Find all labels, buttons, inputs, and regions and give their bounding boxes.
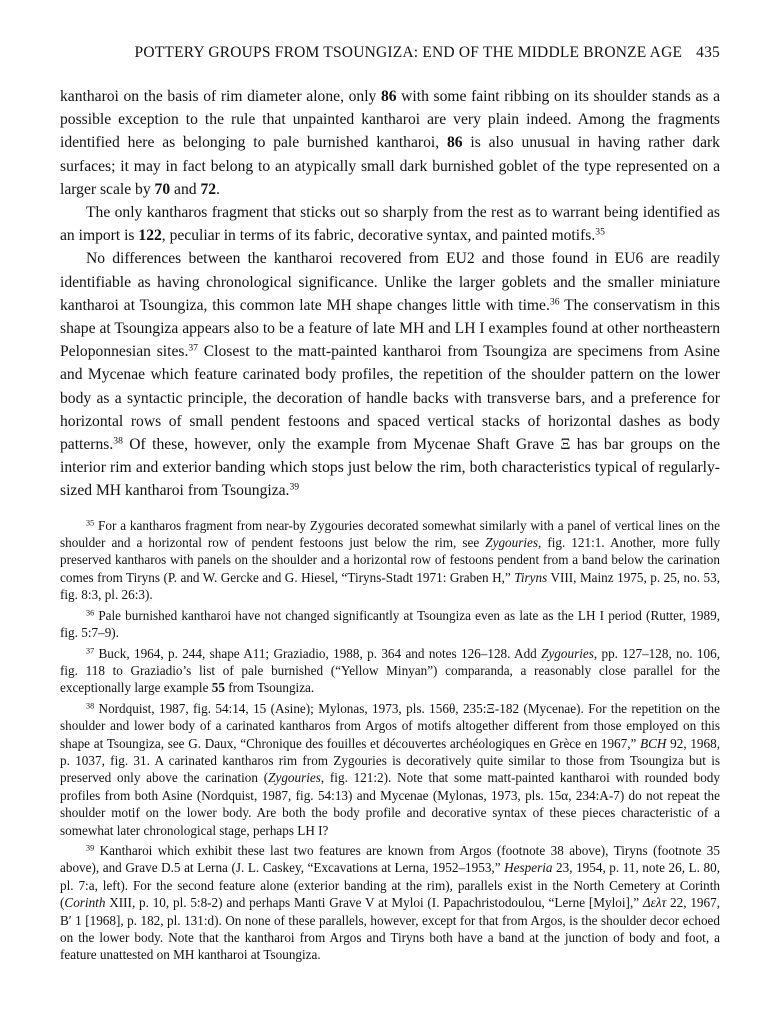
text-run: 92, 1968, p. 1037, fig. 31. A carinated kantharos rim from Zygouries is decoratively quite similar to those from Tsoungiza but is preserved only above the carination ( [60,735,720,786]
note-marker: 36 [549,296,560,308]
text-run: Of these, however, only the example from Mycenae Shaft Grave Ξ has bar groups on the interior rim and exterior banding which stops just below the rim, both characteristics typical of regularly-sized MH kantharoi from Tsoungiza. [60,436,720,500]
text-run: is also unusual in having rather dark surfaces; it may in fact belong to an atypically small dark burnished goblet of the type represented on a larger scale by [60,134,720,198]
catalogue-number: 55 [211,680,225,696]
catalogue-number: 86 [380,88,397,105]
note-marker: 38 [86,701,95,711]
text-run: , fig. 121:2). Note that some matt-painted kantharoi with rounded body profiles from both Asine (Nordquist, 1987, fig. 54:13) and Mycenae (Mylonas, 1973, pls. 15α, 234:A-7) do not repeat the shoulder motif on the lower body. Are both the body profile and decorative syntax of these pieces characteristic of a somewhat later chronological stage, perhaps LH I? [60,770,720,838]
italic-title: Zygouries [541,645,594,661]
text-run: , fig. 121:1. Another, more fully preserved kantharos with panels on the shoulder and a horizontal row of festoons pendent from a band below the carination comes from Tiryns (P. and W. Gercke and G. Hiesel, “Tiryns-Stadt 1971: Graben H,” [60,535,721,585]
text-run: The conservatism in this shape at Tsoungiza appears also to be a feature of late MH and LH I examples found at other northeastern Peloponnesian sites. [60,296,720,361]
text-run: No differences between the kantharoi recovered from EU2 and those found in EU6 are readily identifiable as having chronological significance. Unlike the larger goblets and the smaller miniature kantharoi at Tsoungiza, this common late MH shape changes little with time. [60,250,720,314]
note-marker: 39 [86,843,95,853]
text-run: XIII, p. 10, pl. 5:8-2) and perhaps Manti Grave V at Myloi (I. Papachristodoulou, “Lerne [Myloi],” [105,895,643,911]
italic-title: Tiryns [514,569,548,585]
footnote-39 [60,842,720,964]
footnote-35 [60,517,720,604]
text-run: from Tsoungiza. [224,680,315,696]
catalogue-number: 122 [138,227,162,245]
text-run: 22, 1967, B′ 1 [1968], p. 182, pl. 131:d). On none of these parallels, however, except for that from Argos, is the shoulder decor echoed on the lower body. Note that the kantharoi from Argos and Tiryns both have a band at the junction of body and foot, a feature unattested on MH kantharoi at Tsoungiza. [60,895,720,963]
text-run: For a kantharos fragment from near-by Zygouries decorated somewhat similarly with a panel of vertical lines on the shoulder and a horizontal row of pendent festoons just below the rim, see [60,517,720,551]
text-run: and [170,180,201,198]
note-marker: 37 [188,342,198,354]
text-run: The only kantharos fragment that sticks out so sharply from the rest as to warrant being identified as an import is [60,204,720,245]
italic-title: Hesperia [504,860,553,876]
body-paragraph [60,85,720,201]
note-marker: 35 [595,226,605,238]
note-marker: 36 [86,608,95,618]
footnote-36 [60,607,720,642]
text-run: kantharoi on the basis of rim diameter alone, only [60,88,381,105]
note-marker: 38 [113,435,123,447]
main-text [60,85,720,503]
text-run: Nordquist, 1987, fig. 54:14, 15 (Asine); Mylonas, 1973, pls. 156θ, 235:Ξ-182 (Mycenae). For the repetition on the shoulder and lower body of a carinated kantharos from Argos of motifs altogether different from those employed on this shape at Tsoungiza, see G. Daux, “Chronique des fouilles et découvertes archéologiques en Grèce en 1967,” [60,700,720,751]
footnotes [60,517,720,964]
running-title: POTTERY GROUPS FROM TSOUNGIZA: END OF THE MIDDLE BRONZE AGE [134,44,683,61]
text-run: with some faint ribbing on its shoulder stands as a possible exception to the rule that unpainted kantharoi are very plain indeed. Among the fragments identified here as belonging to pale burnished kantharoi, [60,88,721,152]
text-run: Buck, 1964, p. 244, shape A11; Graziadio, 1988, p. 364 and notes 126–128. Add [94,645,542,661]
note-marker: 35 [86,518,95,528]
footnote-38 [60,700,720,839]
italic-title: Corinth [64,895,106,911]
text-run: Closest to the matt-painted kantharoi from Tsoungiza are specimens from Asine and Mycenae which feature carinated body profiles, the repetition of the shoulder pattern on the lower body as a syntactic principle, the decoration of handle backs with transverse bars, and a preference for horizontal rows of small pendent festoons and spaced vertical stacks of horizontal dashes as body patterns. [60,343,720,454]
page [60,44,720,967]
text-run: . [216,180,220,198]
text-run: , pp. 127–128, no. 106, fig. 118 to Graziadio’s list of pale burnished (“Yellow Minyan”) comparanda, a reasonably close parallel for the exceptionally large example [60,645,720,696]
catalogue-number: 70 [154,180,171,198]
body-paragraph [60,201,720,247]
italic-title: Zygouries [485,535,538,551]
italic-title: Zygouries [268,770,321,786]
body-paragraph [60,247,720,502]
text-run: VIII, Mainz 1975, p. 25, no. 53, fig. 8:3, pl. 26:3). [60,569,720,603]
text-run: Kantharoi which exhibit these last two features are known from Argos (footnote 38 above), Tiryns (footnote 35 above), and Grave D.5 at Lerna (J. L. Caskey, “Excavations at Lerna, 1952–1953,” [60,842,720,876]
footnote-37 [60,645,720,697]
catalogue-number: 86 [446,134,463,152]
note-marker: 39 [289,482,300,494]
catalogue-number: 72 [200,180,217,198]
note-marker: 37 [86,646,95,655]
text-run: , peculiar in terms of its fabric, decorative syntax, and painted motifs. [161,227,596,245]
page-number: 435 [696,44,720,61]
text-run: Pale burnished kantharoi have not changed significantly at Tsoungiza even as late as the LH I period (Rutter, 1989, fig. 5:7–9). [60,607,720,641]
italic-title: Δελτ [642,895,667,911]
text-run: 23, 1954, p. 11, note 26, L. 80, pl. 7:a, left). For the second feature alone (exterior banding at the rim), parallels exist in the North Cemetery at Corinth ( [60,860,720,911]
running-header [60,44,720,62]
italic-title: BCH [640,735,667,751]
